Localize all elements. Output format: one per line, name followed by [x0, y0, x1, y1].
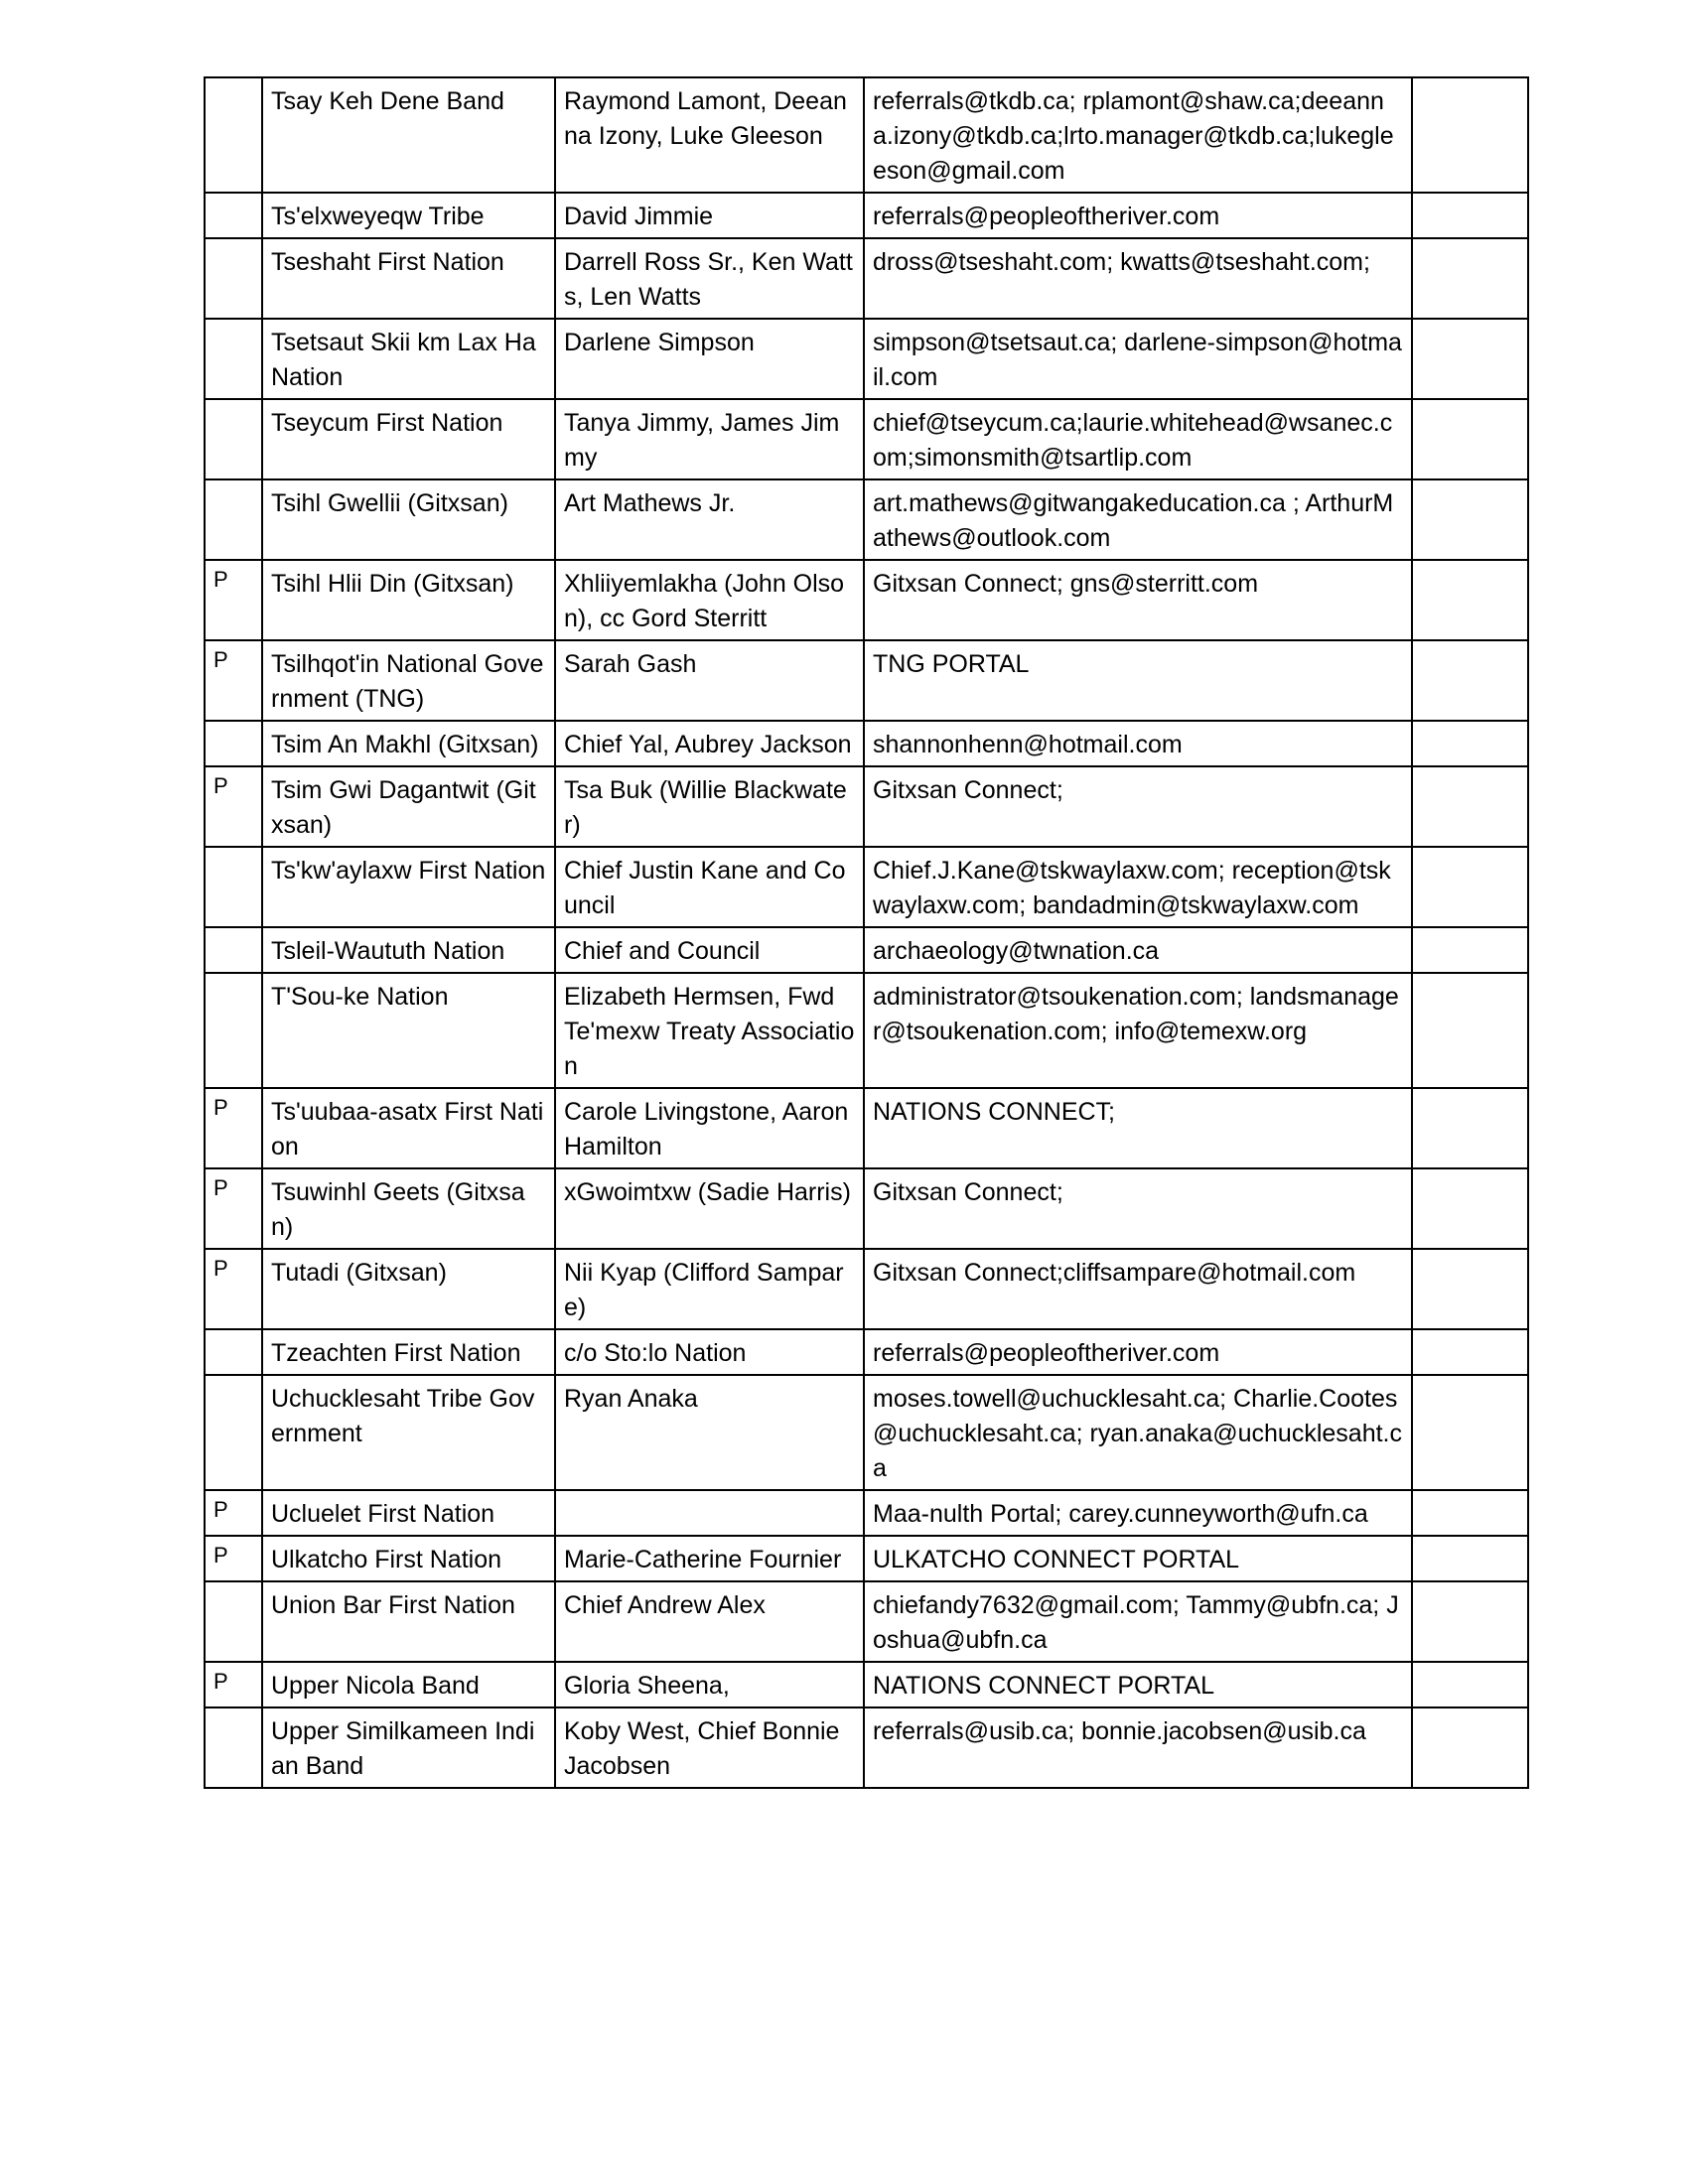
portal-flag: [205, 1375, 262, 1490]
nation-name: T'Sou-ke Nation: [262, 973, 555, 1088]
contact-names: Gloria Sheena,: [555, 1662, 864, 1707]
portal-flag: P: [205, 1662, 262, 1707]
nation-name: Tsim An Makhl (Gitxsan): [262, 721, 555, 766]
empty-cell: [1412, 721, 1528, 766]
empty-cell: [1412, 193, 1528, 238]
contact-names: Art Mathews Jr.: [555, 479, 864, 560]
email-addresses: ULKATCHO CONNECT PORTAL: [864, 1536, 1412, 1581]
table-row: [205, 1088, 1528, 1168]
portal-flag: [205, 927, 262, 973]
email-addresses: referrals@peopleoftheriver.com: [864, 193, 1412, 238]
email-addresses: Chief.J.Kane@tskwaylaxw.com; reception@tskwaylaxw.com; bandadmin@tskwaylaxw.com: [864, 847, 1412, 927]
email-addresses: referrals@tkdb.ca; rplamont@shaw.ca;deeanna.izony@tkdb.ca;lrto.manager@tkdb.ca;lukegleeson@gmail.com: [864, 77, 1412, 193]
contact-names: Sarah Gash: [555, 640, 864, 721]
table-row: [205, 640, 1528, 721]
portal-flag: [205, 193, 262, 238]
empty-cell: [1412, 479, 1528, 560]
nation-name: Tsihl Gwellii (Gitxsan): [262, 479, 555, 560]
contact-names: [555, 1490, 864, 1536]
email-addresses: Gitxsan Connect;cliffsampare@hotmail.com: [864, 1249, 1412, 1329]
table-row: [205, 1707, 1528, 1788]
empty-cell: [1412, 640, 1528, 721]
portal-flag: [205, 479, 262, 560]
table-row: [205, 319, 1528, 399]
nation-name: Tsetsaut Skii km Lax Ha Nation: [262, 319, 555, 399]
empty-cell: [1412, 766, 1528, 847]
email-addresses: referrals@usib.ca; bonnie.jacobsen@usib.ca: [864, 1707, 1412, 1788]
nation-name: Tseshaht First Nation: [262, 238, 555, 319]
empty-cell: [1412, 319, 1528, 399]
table-row: [205, 847, 1528, 927]
table-row: [205, 1168, 1528, 1249]
nation-name: Tsim Gwi Dagantwit (Gitxsan): [262, 766, 555, 847]
contact-names: Darrell Ross Sr., Ken Watts, Len Watts: [555, 238, 864, 319]
table-row: [205, 1249, 1528, 1329]
table-row: [205, 1490, 1528, 1536]
table-row: [205, 560, 1528, 640]
email-addresses: shannonhenn@hotmail.com: [864, 721, 1412, 766]
nation-name: Tutadi (Gitxsan): [262, 1249, 555, 1329]
table-row: [205, 927, 1528, 973]
table-row: [205, 973, 1528, 1088]
contact-names: Raymond Lamont, Deeanna Izony, Luke Gleeson: [555, 77, 864, 193]
nation-name: Upper Similkameen Indian Band: [262, 1707, 555, 1788]
portal-flag: P: [205, 1249, 262, 1329]
table-row: [205, 1375, 1528, 1490]
table-row: [205, 721, 1528, 766]
email-addresses: chiefandy7632@gmail.com; Tammy@ubfn.ca; Joshua@ubfn.ca: [864, 1581, 1412, 1662]
portal-flag: [205, 1329, 262, 1375]
table-row: [205, 1581, 1528, 1662]
nation-name: Tzeachten First Nation: [262, 1329, 555, 1375]
empty-cell: [1412, 1581, 1528, 1662]
portal-flag: [205, 847, 262, 927]
contact-names: Chief Yal, Aubrey Jackson: [555, 721, 864, 766]
table-row: [205, 1329, 1528, 1375]
table-row: [205, 1662, 1528, 1707]
portal-flag: [205, 238, 262, 319]
empty-cell: [1412, 1536, 1528, 1581]
nation-name: Tsihl Hlii Din (Gitxsan): [262, 560, 555, 640]
empty-cell: [1412, 1088, 1528, 1168]
contact-names: Tsa Buk (Willie Blackwater): [555, 766, 864, 847]
nation-name: Ts'elxweyeqw Tribe: [262, 193, 555, 238]
table-row: [205, 238, 1528, 319]
empty-cell: [1412, 560, 1528, 640]
portal-flag: [205, 77, 262, 193]
nations-contact-table: [204, 76, 1529, 1789]
portal-flag: [205, 721, 262, 766]
empty-cell: [1412, 1662, 1528, 1707]
nation-name: Ts'uubaa-asatx First Nation: [262, 1088, 555, 1168]
contact-names: Chief Andrew Alex: [555, 1581, 864, 1662]
table-row: [205, 479, 1528, 560]
nation-name: Tsay Keh Dene Band: [262, 77, 555, 193]
empty-cell: [1412, 1490, 1528, 1536]
email-addresses: moses.towell@uchucklesaht.ca; Charlie.Cootes@uchucklesaht.ca; ryan.anaka@uchucklesaht.ca: [864, 1375, 1412, 1490]
nation-name: Ulkatcho First Nation: [262, 1536, 555, 1581]
portal-flag: P: [205, 1536, 262, 1581]
email-addresses: administrator@tsoukenation.com; landsmanager@tsoukenation.com; info@temexw.org: [864, 973, 1412, 1088]
email-addresses: Gitxsan Connect;: [864, 766, 1412, 847]
portal-flag: [205, 399, 262, 479]
table-row: [205, 1536, 1528, 1581]
nation-name: Tseycum First Nation: [262, 399, 555, 479]
empty-cell: [1412, 847, 1528, 927]
portal-flag: P: [205, 1168, 262, 1249]
portal-flag: P: [205, 1088, 262, 1168]
contact-names: Elizabeth Hermsen, Fwd Te'mexw Treaty Association: [555, 973, 864, 1088]
contact-names: Tanya Jimmy, James Jimmy: [555, 399, 864, 479]
portal-flag: [205, 1581, 262, 1662]
nation-name: Tsilhqot'in National Government (TNG): [262, 640, 555, 721]
empty-cell: [1412, 77, 1528, 193]
table-row: [205, 399, 1528, 479]
empty-cell: [1412, 1375, 1528, 1490]
email-addresses: referrals@peopleoftheriver.com: [864, 1329, 1412, 1375]
portal-flag: P: [205, 640, 262, 721]
table-row: [205, 77, 1528, 193]
contact-names: Xhliiyemlakha (John Olson), cc Gord Sterritt: [555, 560, 864, 640]
portal-flag: P: [205, 560, 262, 640]
nation-name: Union Bar First Nation: [262, 1581, 555, 1662]
empty-cell: [1412, 1707, 1528, 1788]
contact-names: Ryan Anaka: [555, 1375, 864, 1490]
nation-name: Upper Nicola Band: [262, 1662, 555, 1707]
contact-names: Carole Livingstone, Aaron Hamilton: [555, 1088, 864, 1168]
empty-cell: [1412, 238, 1528, 319]
nation-name: Tsuwinhl Geets (Gitxsan): [262, 1168, 555, 1249]
email-addresses: chief@tseycum.ca;laurie.whitehead@wsanec.com;simonsmith@tsartlip.com: [864, 399, 1412, 479]
contact-names: Nii Kyap (Clifford Sampare): [555, 1249, 864, 1329]
portal-flag: [205, 973, 262, 1088]
contact-names: Marie-Catherine Fournier: [555, 1536, 864, 1581]
contact-names: Koby West, Chief Bonnie Jacobsen: [555, 1707, 864, 1788]
empty-cell: [1412, 973, 1528, 1088]
email-addresses: Gitxsan Connect;: [864, 1168, 1412, 1249]
contact-names: Chief and Council: [555, 927, 864, 973]
contact-names: xGwoimtxw (Sadie Harris): [555, 1168, 864, 1249]
portal-flag: P: [205, 1490, 262, 1536]
email-addresses: archaeology@twnation.ca: [864, 927, 1412, 973]
empty-cell: [1412, 399, 1528, 479]
table-row: [205, 193, 1528, 238]
nation-name: Ucluelet First Nation: [262, 1490, 555, 1536]
portal-flag: [205, 1707, 262, 1788]
nation-name: Uchucklesaht Tribe Government: [262, 1375, 555, 1490]
portal-flag: [205, 319, 262, 399]
email-addresses: Gitxsan Connect; gns@sterritt.com: [864, 560, 1412, 640]
portal-flag: P: [205, 766, 262, 847]
email-addresses: dross@tseshaht.com; kwatts@tseshaht.com;: [864, 238, 1412, 319]
nation-name: Tsleil-Waututh Nation: [262, 927, 555, 973]
contact-names: c/o Sto:lo Nation: [555, 1329, 864, 1375]
email-addresses: art.mathews@gitwangakeducation.ca ; ArthurMathews@outlook.com: [864, 479, 1412, 560]
email-addresses: simpson@tsetsaut.ca; darlene-simpson@hotmail.com: [864, 319, 1412, 399]
contact-names: Chief Justin Kane and Council: [555, 847, 864, 927]
empty-cell: [1412, 1329, 1528, 1375]
email-addresses: NATIONS CONNECT PORTAL: [864, 1662, 1412, 1707]
contact-names: David Jimmie: [555, 193, 864, 238]
email-addresses: Maa-nulth Portal; carey.cunneyworth@ufn.ca: [864, 1490, 1412, 1536]
contact-names: Darlene Simpson: [555, 319, 864, 399]
empty-cell: [1412, 1249, 1528, 1329]
email-addresses: TNG PORTAL: [864, 640, 1412, 721]
empty-cell: [1412, 1168, 1528, 1249]
email-addresses: NATIONS CONNECT;: [864, 1088, 1412, 1168]
empty-cell: [1412, 927, 1528, 973]
table-row: [205, 766, 1528, 847]
nation-name: Ts'kw'aylaxw First Nation: [262, 847, 555, 927]
